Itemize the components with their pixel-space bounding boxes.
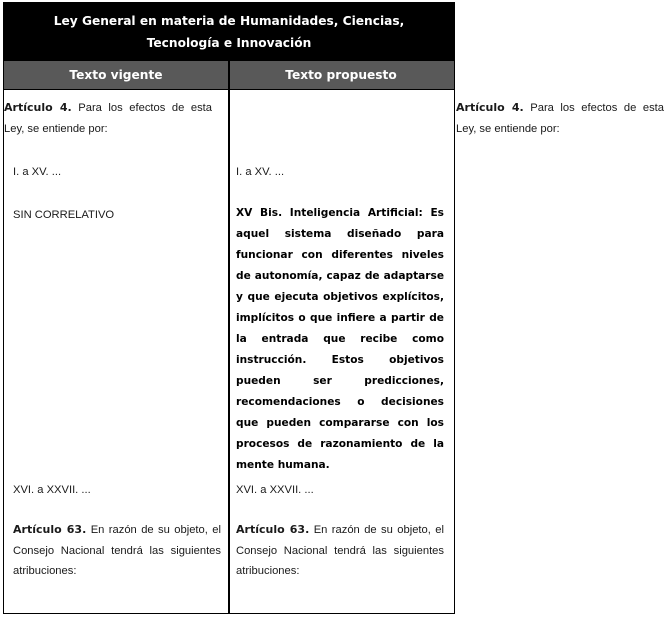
right-roman-range: I. a XV. ... — [236, 166, 285, 178]
comparison-table — [3, 2, 664, 614]
left-article-63-text: En razón de su objeto, el Consejo Nacional tendrá las siguientes atribuciones: — [13, 524, 221, 577]
right-article-63 — [236, 520, 444, 582]
header-texto-propuesto: Texto propuesto — [285, 68, 397, 82]
left-article-4 — [4, 98, 212, 139]
left-article-4-label: Artículo 4. — [4, 101, 72, 114]
left-article-63-label: Artículo 63. — [13, 523, 87, 536]
right-article-4 — [456, 98, 664, 139]
right-xv-bis-definition: XV Bis. Inteligencia Artificial: Es aquel sistema diseñado para funcionar con diferentes niveles de autonomía, capaz de adaptarse y que ejecuta objetivos explícitos, implícitos o que infiere a partir de la entrada que recibe como instrucción. Estos objetivos pueden ser predicciones, recomendaciones o decisiones que pueden compararse con los procesos de razonamiento de la mente humana. — [236, 207, 444, 471]
left-roman-range: I. a XV. ... — [13, 166, 62, 178]
left-article-4-text: Para los efectos de esta Ley, se entiende por: — [4, 102, 212, 135]
right-article-63-text: En razón de su objeto, el Consejo Nacional tendrá las siguientes atribuciones: — [236, 524, 444, 577]
right-article-63-label: Artículo 63. — [236, 523, 310, 536]
table-title-text: Ley General en materia de Humanidades, Ciencias, Tecnología e Innovación — [53, 14, 405, 50]
column-divider — [228, 61, 230, 614]
left-xvi-range: XVI. a XXVII. ... — [13, 484, 91, 496]
left-sin-correlativo: SIN CORRELATIVO — [13, 209, 115, 221]
right-xvi-range: XVI. a XXVII. ... — [236, 484, 314, 496]
table-title — [4, 3, 454, 61]
right-article-4-text: Para los efectos de esta Ley, se entiende por: — [456, 102, 664, 135]
header-texto-vigente: Texto vigente — [69, 68, 163, 82]
left-article-63 — [13, 520, 221, 582]
right-article-4-label: Artículo 4. — [456, 101, 524, 114]
